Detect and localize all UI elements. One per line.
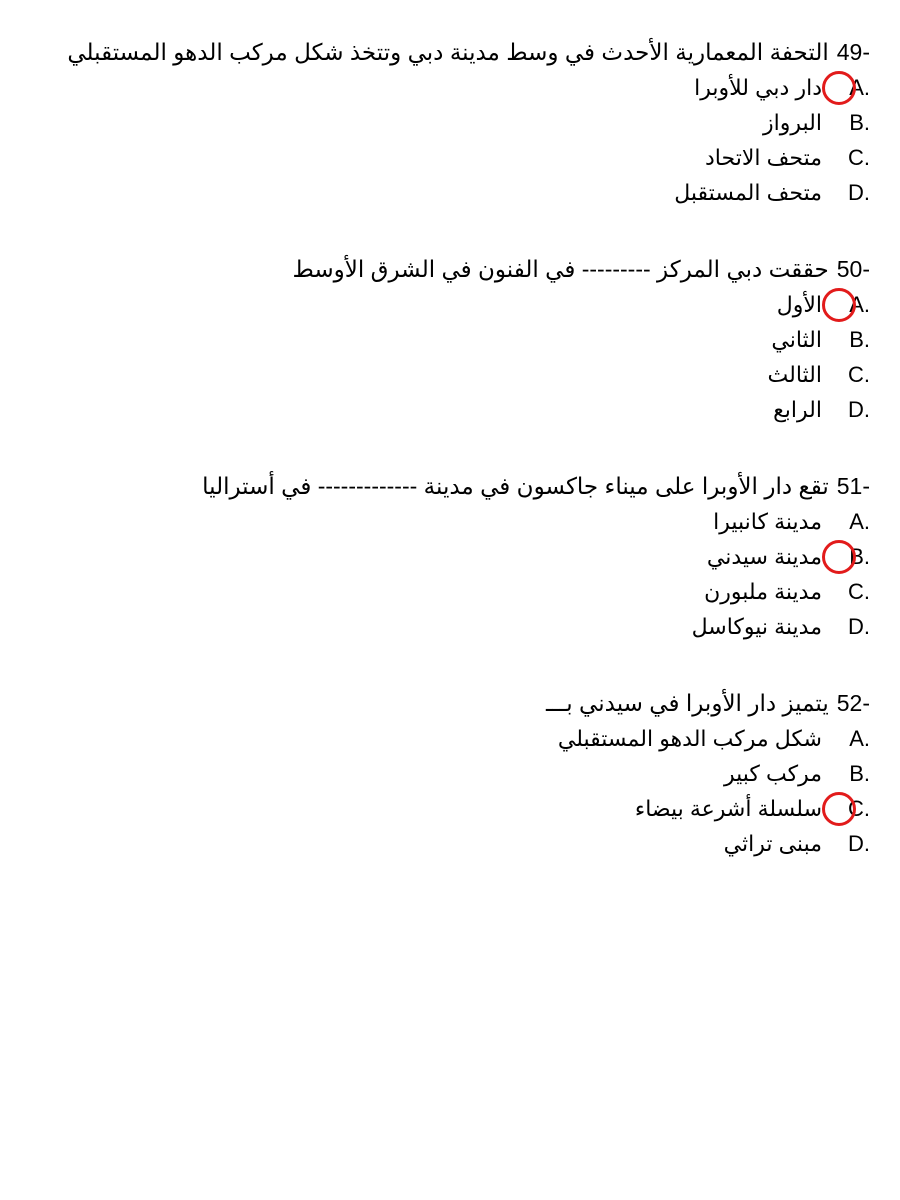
option-letter: B. <box>830 539 870 574</box>
option-a[interactable] <box>30 504 870 539</box>
option-text: الأول <box>776 292 822 317</box>
option-c[interactable] <box>30 140 870 175</box>
option-letter: B. <box>849 761 870 786</box>
option-b[interactable] <box>30 756 870 791</box>
question-52 <box>30 685 870 861</box>
question-line <box>30 468 870 504</box>
option-letter: A. <box>830 70 870 105</box>
option-letter: D. <box>848 614 870 639</box>
question-line <box>30 34 870 70</box>
option-a[interactable] <box>30 721 870 756</box>
option-letter: C. <box>848 145 870 170</box>
option-text: دار دبي للأوبرا <box>694 75 822 100</box>
question-text: التحفة المعمارية الأحدث في وسط مدينة دبي وتتخذ شكل مركب الدهو المستقبلي <box>67 39 829 65</box>
question-text: تقع دار الأوبرا على ميناء جاكسون في مدينة ------------- في أستراليا <box>202 473 829 499</box>
option-d[interactable] <box>30 175 870 210</box>
answer-circle-mark <box>822 540 856 574</box>
option-c[interactable] <box>30 574 870 609</box>
question-line <box>30 685 870 721</box>
option-text: متحف المستقبل <box>674 180 822 205</box>
option-text: مدينة ملبورن <box>704 579 822 604</box>
option-letter: C. <box>830 791 870 826</box>
answer-circle-mark <box>822 71 856 105</box>
question-50 <box>30 251 870 427</box>
answer-circle-mark <box>822 792 856 826</box>
option-b[interactable] <box>30 105 870 140</box>
option-text: شكل مركب الدهو المستقبلي <box>557 726 822 751</box>
question-text: حققت دبي المركز --------- في الفنون في الشرق الأوسط <box>292 256 829 282</box>
option-a[interactable] <box>30 287 870 322</box>
option-text: مركب كبير <box>723 761 822 786</box>
question-number: 49- <box>836 39 870 65</box>
option-text: متحف الاتحاد <box>705 145 822 170</box>
option-letter: D. <box>848 180 870 205</box>
option-letter: D. <box>848 831 870 856</box>
option-b[interactable] <box>30 322 870 357</box>
answer-circle-mark <box>822 288 856 322</box>
option-text: الثالث <box>767 362 822 387</box>
option-a[interactable] <box>30 70 870 105</box>
option-text: مبنى تراثي <box>723 831 822 856</box>
option-c[interactable] <box>30 357 870 392</box>
option-c[interactable] <box>30 791 870 826</box>
option-letter: C. <box>848 579 870 604</box>
option-letter: A. <box>849 509 870 534</box>
option-letter: A. <box>849 726 870 751</box>
option-letter: C. <box>848 362 870 387</box>
option-text: سلسلة أشرعة بيضاء <box>634 796 822 821</box>
option-text: الرابع <box>773 397 822 422</box>
question-number: 50- <box>836 256 870 282</box>
option-letter: B. <box>849 327 870 352</box>
option-text: مدينة كانبيرا <box>713 509 822 534</box>
option-text: الثاني <box>771 327 822 352</box>
question-49 <box>30 34 870 210</box>
option-letter: B. <box>849 110 870 135</box>
question-text: يتميز دار الأوبرا في سيدني بـــ <box>546 690 829 716</box>
option-d[interactable] <box>30 826 870 861</box>
option-text: مدينة سيدني <box>706 544 822 569</box>
question-line <box>30 251 870 287</box>
option-d[interactable] <box>30 392 870 427</box>
question-number: 51- <box>836 473 870 499</box>
option-letter: D. <box>848 397 870 422</box>
option-d[interactable] <box>30 609 870 644</box>
question-number: 52- <box>836 690 870 716</box>
option-text: مدينة نيوكاسل <box>691 614 822 639</box>
question-51 <box>30 468 870 644</box>
option-text: البرواز <box>763 110 822 135</box>
option-b[interactable] <box>30 539 870 574</box>
option-letter: A. <box>830 287 870 322</box>
